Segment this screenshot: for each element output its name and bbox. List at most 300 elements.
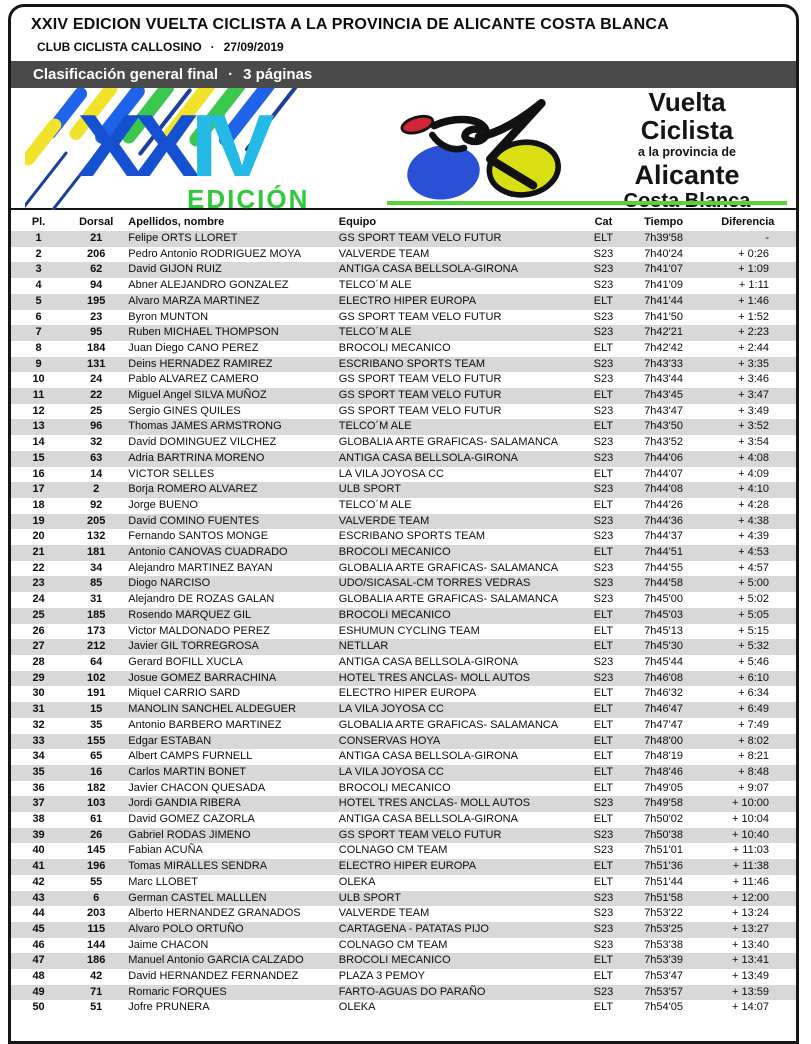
name-cell: Victor MALDONADO PEREZ <box>128 624 270 637</box>
time-cell: 7h43'44 <box>644 373 683 386</box>
time-cell: 7h45'13 <box>644 624 683 637</box>
time-cell: 7h51'44 <box>644 875 683 888</box>
time-cell: 7h44'58 <box>644 577 683 590</box>
dorsal-cell: 25 <box>90 404 103 417</box>
table-row <box>11 891 796 907</box>
team-cell: ANTIGA CASA BELLSOLA-GIRONA <box>338 263 518 276</box>
team-cell: ANTIGA CASA BELLSOLA-GIRONA <box>338 750 518 763</box>
name-cell: David HERNANDEZ FERNANDEZ <box>128 970 299 983</box>
column-header: Dorsal <box>79 215 114 228</box>
team-cell: HOTEL TRES ANCLAS- MOLL AUTOS <box>338 797 531 810</box>
gap-cell: + 5:00 <box>738 577 769 590</box>
name-cell: Javier CHACON QUESADA <box>128 781 266 794</box>
pl-cell: 28 <box>32 655 45 668</box>
gap-cell: + 4:08 <box>738 451 769 464</box>
team-cell: ESCRIBANO SPORTS TEAM <box>338 530 486 543</box>
name-cell: Javier GIL TORREGROSA <box>128 640 259 653</box>
cat-cell: S23 <box>593 263 614 276</box>
table-row <box>11 875 796 891</box>
time-cell: 7h51'58 <box>644 891 683 904</box>
gap-cell: + 1:09 <box>738 263 769 276</box>
name-cell: Sergio GINES QUILES <box>128 404 241 417</box>
gap-cell: + 13:40 <box>731 938 769 951</box>
pl-cell: 43 <box>32 891 45 904</box>
cat-cell: ELT <box>593 765 614 778</box>
gap-cell: + 5:15 <box>738 624 769 637</box>
gap-cell: + 13:49 <box>731 970 769 983</box>
cat-cell: ELT <box>593 341 614 354</box>
table-row <box>11 482 796 498</box>
gap-cell: + 8:48 <box>738 765 769 778</box>
pl-cell: 21 <box>32 546 45 559</box>
dot-separator: · <box>228 66 234 83</box>
name-cell: Carlos MARTIN BONET <box>128 765 247 778</box>
cat-cell: S23 <box>593 907 614 920</box>
name-cell: Borja ROMERO ALVAREZ <box>128 483 258 496</box>
dorsal-cell: 55 <box>90 875 103 888</box>
dorsal-cell: 23 <box>90 310 103 323</box>
team-cell: UDO/SICASAL-CM TORRES VEDRAS <box>338 577 531 590</box>
table-row <box>11 561 796 577</box>
table-row <box>11 843 796 859</box>
team-cell: BROCOLI MECANICO <box>338 608 451 621</box>
time-cell: 7h39'58 <box>644 232 683 244</box>
team-cell: BROCOLI MECANICO <box>338 954 451 967</box>
dorsal-cell: 21 <box>90 232 103 244</box>
time-cell: 7h51'01 <box>644 844 683 857</box>
table-row <box>11 262 796 278</box>
table-row <box>11 906 796 922</box>
team-cell: HOTEL TRES ANCLAS- MOLL AUTOS <box>338 671 531 684</box>
pl-cell: 36 <box>32 781 45 794</box>
gap-cell: + 3:47 <box>738 389 769 402</box>
gap-cell: + 6:10 <box>738 671 769 684</box>
table-row <box>11 388 796 404</box>
pl-cell: 20 <box>32 530 45 543</box>
dorsal-cell: 184 <box>87 341 106 354</box>
gap-cell: + 13:27 <box>731 922 769 935</box>
team-cell: GLOBALIA ARTE GRAFICAS- SALAMANCA <box>338 593 559 606</box>
table-row <box>11 765 796 781</box>
dorsal-cell: 34 <box>90 561 103 574</box>
pl-cell: 17 <box>32 483 45 496</box>
time-cell: 7h44'37 <box>644 530 683 543</box>
name-cell: Alberto HERNANDEZ GRANADOS <box>128 907 301 920</box>
race-line: Vuelta <box>648 87 726 117</box>
name-cell: Jordi GANDIA RIBERA <box>128 797 241 810</box>
name-cell: Diogo NARCISO <box>128 577 211 590</box>
cat-cell: S23 <box>593 828 614 841</box>
pl-cell: 14 <box>32 436 45 449</box>
gap-cell: + 4:38 <box>738 514 769 527</box>
team-cell: VALVERDE TEAM <box>338 907 430 920</box>
time-cell: 7h45'00 <box>644 593 683 606</box>
gap-cell: + 4:53 <box>738 546 769 559</box>
gap-cell: + 10:04 <box>731 813 769 826</box>
race-line: a la provincia de <box>638 145 736 160</box>
page-count: 3 páginas <box>243 66 313 83</box>
pl-cell: 5 <box>35 294 42 307</box>
name-cell: Thomas JAMES ARMSTRONG <box>128 420 282 433</box>
name-cell: David COMINO FUENTES <box>128 514 260 527</box>
name-cell: Jofre PRUNERA <box>128 1001 210 1014</box>
edition-roman-numeral <box>77 96 266 195</box>
dorsal-cell: 15 <box>90 703 103 716</box>
dorsal-cell: 95 <box>90 326 103 339</box>
name-cell: Gerard BOFILL XUCLA <box>128 655 243 668</box>
column-header: Pl. <box>31 215 46 228</box>
name-cell: Alvaro POLO ORTUÑO <box>128 922 244 935</box>
cat-cell: ELT <box>593 813 614 826</box>
table-row <box>11 608 796 624</box>
name-cell: Albert CAMPS FURNELL <box>128 750 253 763</box>
team-cell: OLEKA <box>338 875 376 888</box>
dorsal-cell: 22 <box>90 389 103 402</box>
team-cell: GLOBALIA ARTE GRAFICAS- SALAMANCA <box>338 561 559 574</box>
column-header: Tiempo <box>644 215 684 228</box>
team-cell: CARTAGENA - PATATAS PIJO <box>338 922 489 935</box>
dorsal-cell: 32 <box>90 436 103 449</box>
dorsal-cell: 173 <box>87 624 106 637</box>
name-cell: Romaric FORQUES <box>128 985 227 998</box>
name-cell: VICTOR SELLES <box>128 467 215 480</box>
pl-cell: 33 <box>32 734 45 747</box>
table-row <box>11 686 796 702</box>
time-cell: 7h42'21 <box>644 326 683 339</box>
table-row <box>11 451 796 467</box>
team-cell: VALVERDE TEAM <box>338 514 430 527</box>
dorsal-cell: 186 <box>87 954 106 967</box>
name-cell: Manuel Antonio GARCIA CALZADO <box>128 954 304 967</box>
pl-cell: 23 <box>32 577 45 590</box>
time-cell: 7h51'36 <box>644 860 683 873</box>
time-cell: 7h48'46 <box>644 765 683 778</box>
dorsal-cell: 155 <box>87 734 106 747</box>
pl-cell: 3 <box>35 263 42 276</box>
gap-cell: + 4:57 <box>738 561 769 574</box>
cat-cell: S23 <box>593 593 614 606</box>
dorsal-cell: 64 <box>90 655 103 668</box>
cat-cell: ELT <box>593 389 614 402</box>
gap-cell: + 3:35 <box>738 357 769 370</box>
club-name: CLUB CICLISTA CALLOSINO <box>37 40 202 54</box>
gap-cell: + 3:49 <box>738 404 769 417</box>
dorsal-cell: 103 <box>87 797 106 810</box>
dorsal-cell: 206 <box>87 247 106 260</box>
time-cell: 7h53'38 <box>644 938 683 951</box>
gap-cell: + 11:38 <box>732 860 769 873</box>
pl-cell: 31 <box>32 703 45 716</box>
team-cell: LA VILA JOYOSA CC <box>338 467 444 480</box>
table-row <box>11 969 796 985</box>
cat-cell: S23 <box>593 436 614 449</box>
cat-cell: S23 <box>593 938 614 951</box>
time-cell: 7h45'30 <box>644 640 683 653</box>
table-row <box>11 310 796 326</box>
gap-cell: + 4:28 <box>738 498 769 511</box>
name-cell: Adria BARTRINA MORENO <box>128 451 265 464</box>
pl-cell: 37 <box>32 797 45 810</box>
report-title: XXIV EDICION VUELTA CICLISTA A LA PROVINCIA DE ALICANTE COSTA BLANCA <box>31 16 669 33</box>
cat-cell: ELT <box>593 294 614 307</box>
cat-cell: ELT <box>593 734 614 747</box>
name-cell: Fabian ACUÑA <box>128 844 203 857</box>
table-row <box>11 734 796 750</box>
table-row <box>11 419 796 435</box>
cat-cell: S23 <box>593 247 614 260</box>
time-cell: 7h45'44 <box>644 655 683 668</box>
dorsal-cell: 131 <box>87 357 106 370</box>
team-cell: ANTIGA CASA BELLSOLA-GIRONA <box>338 451 518 464</box>
table-row <box>11 639 796 655</box>
cat-cell: ELT <box>593 1001 614 1014</box>
team-cell: COLNAGO CM TEAM <box>338 844 448 857</box>
cat-cell: S23 <box>593 891 614 904</box>
gap-cell: + 5:02 <box>738 593 769 606</box>
cat-cell: S23 <box>593 985 614 998</box>
gap-cell: + 5:32 <box>738 640 769 653</box>
gap-cell: + 4:10 <box>738 483 769 496</box>
cat-cell: S23 <box>593 922 614 935</box>
cat-cell: ELT <box>593 624 614 637</box>
dorsal-cell: 63 <box>90 451 103 464</box>
pl-cell: 2 <box>35 247 42 260</box>
section-bar <box>11 61 796 88</box>
name-cell: Josue GOMEZ BARRACHINA <box>128 671 277 684</box>
gap-cell: + 7:49 <box>738 718 769 731</box>
table-row <box>11 624 796 640</box>
dorsal-cell: 26 <box>90 828 103 841</box>
cat-cell: ELT <box>593 608 614 621</box>
name-cell: Alvaro MARZA MARTINEZ <box>128 294 260 307</box>
race-name-logo <box>583 89 791 213</box>
name-cell: Abner ALEJANDRO GONZALEZ <box>128 279 289 292</box>
cat-cell: ELT <box>593 640 614 653</box>
pl-cell: 30 <box>32 687 45 700</box>
cat-cell: S23 <box>593 655 614 668</box>
pl-cell: 47 <box>32 954 45 967</box>
pl-cell: 32 <box>32 718 45 731</box>
results-page <box>8 4 799 1044</box>
gap-cell: + 1:52 <box>738 310 769 323</box>
gap-cell: + 2:23 <box>738 326 769 339</box>
table-row <box>11 576 796 592</box>
race-line: Ciclista <box>640 114 734 145</box>
name-cell: MANOLIN SANCHEL ALDEGUER <box>128 703 296 716</box>
dorsal-cell: 181 <box>87 546 106 559</box>
table-row <box>11 781 796 797</box>
time-cell: 7h48'00 <box>644 734 683 747</box>
time-cell: 7h44'07 <box>644 467 683 480</box>
cat-cell: ELT <box>593 420 614 433</box>
table-row <box>11 372 796 388</box>
table-row <box>11 1000 796 1016</box>
table-row <box>11 404 796 420</box>
pl-cell: 50 <box>32 1001 45 1014</box>
gap-cell: + 13:59 <box>731 985 769 998</box>
report-date: 27/09/2019 <box>223 40 284 54</box>
table-row <box>11 247 796 263</box>
dorsal-cell: 102 <box>87 671 106 684</box>
cat-cell: S23 <box>593 310 614 323</box>
time-cell: 7h48'19 <box>644 750 683 763</box>
team-cell: BROCOLI MECANICO <box>338 546 451 559</box>
team-cell: GLOBALIA ARTE GRAFICAS- SALAMANCA <box>338 436 559 449</box>
section-title: Clasificación general final <box>33 66 219 83</box>
team-cell: BROCOLI MECANICO <box>338 341 451 354</box>
gap-cell: + 3:54 <box>738 436 769 449</box>
time-cell: 7h41'07 <box>644 263 683 276</box>
pl-cell: 42 <box>32 875 45 888</box>
name-cell: David GIJON RUIZ <box>128 263 222 276</box>
dorsal-cell: 96 <box>90 420 103 433</box>
table-row <box>11 341 796 357</box>
team-cell: ELECTRO HIPER EUROPA <box>338 294 477 307</box>
time-cell: 7h53'47 <box>644 970 683 983</box>
gap-cell: + 3:52 <box>738 420 769 433</box>
cat-cell: ELT <box>593 954 614 967</box>
table-row <box>11 592 796 608</box>
time-cell: 7h50'02 <box>644 813 683 826</box>
table-row <box>11 718 796 734</box>
dot-separator: · <box>210 40 215 54</box>
cat-cell: S23 <box>593 530 614 543</box>
gap-cell: + 4:09 <box>738 467 769 480</box>
pl-cell: 49 <box>32 985 45 998</box>
pl-cell: 41 <box>32 860 45 873</box>
team-cell: TELCO´M ALE <box>338 279 412 292</box>
gap-cell: + 2:44 <box>738 341 769 354</box>
table-row <box>11 498 796 514</box>
table-row <box>11 859 796 875</box>
time-cell: 7h44'55 <box>644 561 683 574</box>
time-cell: 7h40'24 <box>644 247 683 260</box>
pl-cell: 48 <box>32 970 45 983</box>
pl-cell: 40 <box>32 844 45 857</box>
gap-cell: + 13:24 <box>731 907 769 920</box>
team-cell: GS SPORT TEAM VELO FUTUR <box>338 389 502 402</box>
pl-cell: 24 <box>32 593 45 606</box>
team-cell: TELCO´M ALE <box>338 326 412 339</box>
team-cell: ESHUMUN CYCLING TEAM <box>338 624 480 637</box>
team-cell: BROCOLI MECANICO <box>338 781 451 794</box>
name-cell: David DOMINGUEZ VILCHEZ <box>128 436 277 449</box>
team-cell: ANTIGA CASA BELLSOLA-GIRONA <box>338 813 518 826</box>
time-cell: 7h41'09 <box>644 279 683 292</box>
time-cell: 7h43'33 <box>644 357 683 370</box>
team-cell: LA VILA JOYOSA CC <box>338 703 444 716</box>
dorsal-cell: 205 <box>87 514 106 527</box>
time-cell: 7h43'50 <box>644 420 683 433</box>
pl-cell: 18 <box>32 498 45 511</box>
cat-cell: ELT <box>593 703 614 716</box>
name-cell: Alejandro DE ROZAS GALAN <box>128 593 275 606</box>
team-cell: GS SPORT TEAM VELO FUTUR <box>338 232 502 244</box>
time-cell: 7h53'57 <box>644 985 683 998</box>
time-cell: 7h41'50 <box>644 310 683 323</box>
time-cell: 7h46'47 <box>644 703 683 716</box>
cat-cell: S23 <box>593 577 614 590</box>
pl-cell: 19 <box>32 514 45 527</box>
table-row <box>11 953 796 969</box>
time-cell: 7h54'05 <box>644 1001 683 1014</box>
table-row <box>11 922 796 938</box>
table-row <box>11 294 796 310</box>
pl-cell: 6 <box>35 310 42 323</box>
cat-cell: S23 <box>593 844 614 857</box>
time-cell: 7h44'26 <box>644 498 683 511</box>
team-cell: NETLLAR <box>338 640 389 653</box>
gap-cell: + 1:46 <box>738 294 769 307</box>
time-cell: 7h41'44 <box>644 294 683 307</box>
cat-cell: S23 <box>593 326 614 339</box>
pl-cell: 25 <box>32 608 45 621</box>
table-row <box>11 796 796 812</box>
team-cell: PLAZA 3 PEMOY <box>338 970 425 983</box>
team-cell: TELCO´M ALE <box>338 498 412 511</box>
table-row <box>11 938 796 954</box>
time-cell: 7h44'36 <box>644 514 683 527</box>
team-cell: GS SPORT TEAM VELO FUTUR <box>338 828 502 841</box>
team-cell: ELECTRO HIPER EUROPA <box>338 687 477 700</box>
time-cell: 7h49'58 <box>644 797 683 810</box>
dorsal-cell: 132 <box>87 530 106 543</box>
cat-cell: S23 <box>593 483 614 496</box>
table-row <box>11 278 796 294</box>
table-row <box>11 325 796 341</box>
team-cell: OLEKA <box>338 1001 376 1014</box>
name-cell: David GOMEZ CAZORLA <box>128 813 255 826</box>
table-row <box>11 467 796 483</box>
dorsal-cell: 71 <box>90 985 103 998</box>
name-cell: Tomas MIRALLES SENDRA <box>128 860 268 873</box>
pl-cell: 11 <box>32 389 45 402</box>
roman-xx: XX <box>77 96 191 195</box>
logo-band <box>11 87 796 214</box>
cat-cell: ELT <box>593 498 614 511</box>
cat-cell: S23 <box>593 561 614 574</box>
dorsal-cell: 42 <box>90 970 103 983</box>
name-cell: Pablo ALVAREZ CAMERO <box>128 373 259 386</box>
name-cell: German CASTEL MALLLEN <box>128 891 267 904</box>
pl-cell: 46 <box>32 938 45 951</box>
race-line: Alicante <box>634 159 740 190</box>
dorsal-cell: 196 <box>87 860 106 873</box>
column-header: Diferencia <box>721 215 775 228</box>
name-cell: Alejandro MARTINEZ BAYAN <box>128 561 273 574</box>
dorsal-cell: 195 <box>87 294 106 307</box>
pl-cell: 7 <box>35 326 42 339</box>
roman-iv: IV <box>190 96 266 195</box>
table-row <box>11 655 796 671</box>
cat-cell: ELT <box>593 860 614 873</box>
table-row <box>11 812 796 828</box>
name-cell: Antonio BARBERO MARTINEZ <box>128 718 282 731</box>
dorsal-cell: 203 <box>87 907 106 920</box>
cat-cell: ELT <box>593 546 614 559</box>
team-cell: GS SPORT TEAM VELO FUTUR <box>338 310 502 323</box>
results-body <box>11 231 796 1016</box>
team-cell: COLNAGO CM TEAM <box>338 938 448 951</box>
gap-cell: - <box>765 232 769 244</box>
pl-cell: 44 <box>32 907 45 920</box>
table-row <box>11 828 796 844</box>
report-subtitle <box>37 40 796 54</box>
name-cell: Gabriel RODAS JIMENO <box>128 828 251 841</box>
dorsal-cell: 85 <box>90 577 103 590</box>
pl-cell: 9 <box>35 357 42 370</box>
pl-cell: 13 <box>32 420 45 433</box>
